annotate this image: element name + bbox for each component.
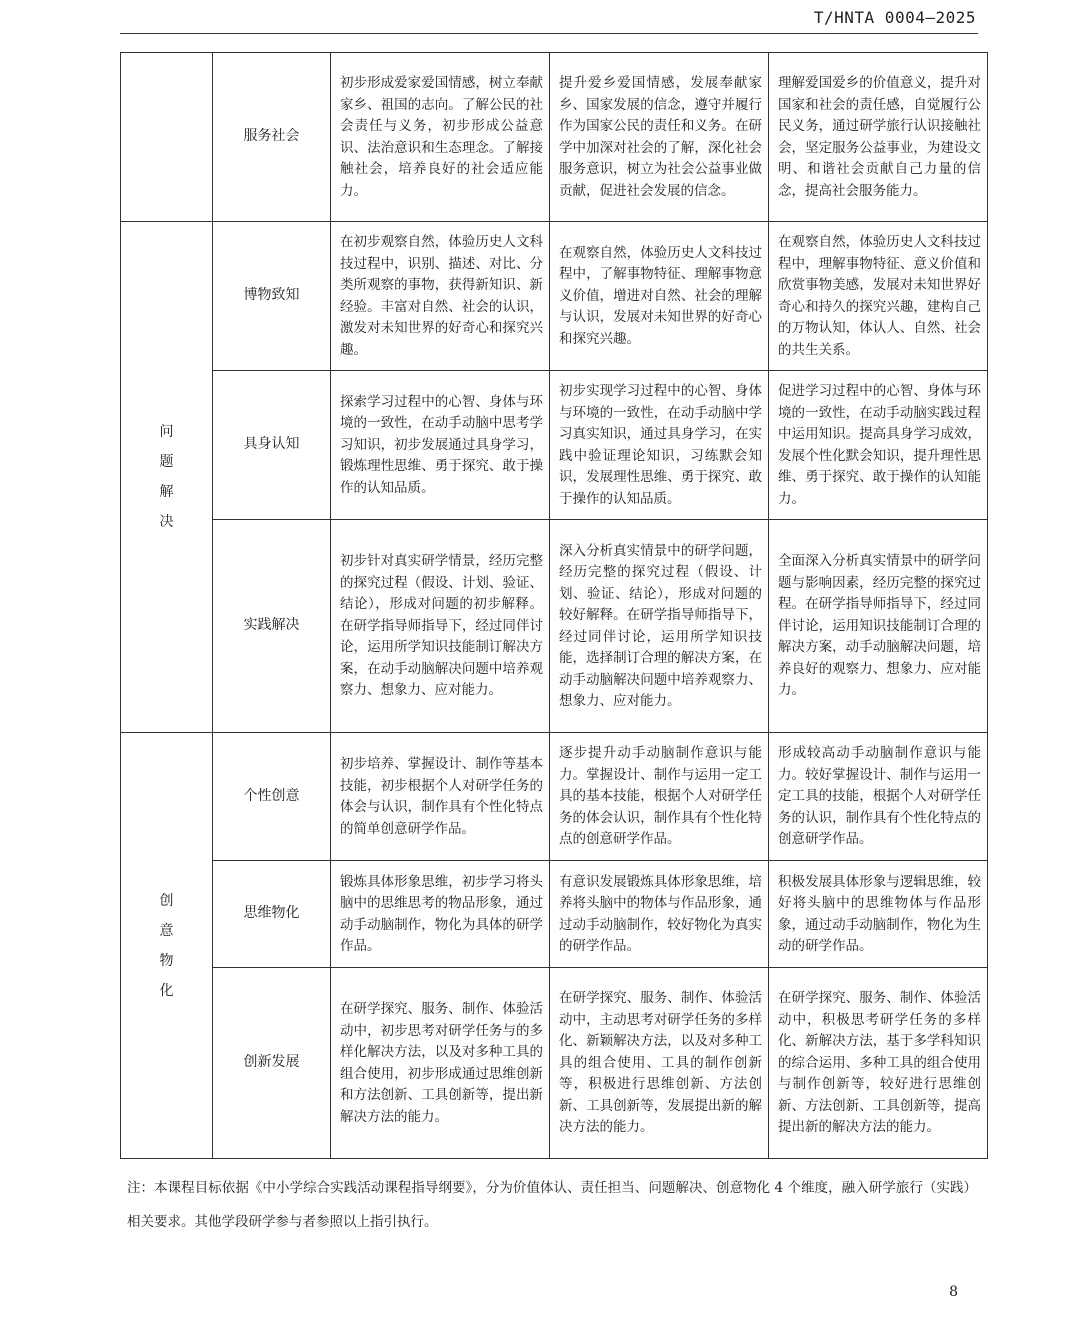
sub-dimension-cell: 创新发展 xyxy=(213,968,331,1159)
dimension-cell xyxy=(121,53,213,222)
level-cell: 在研学探究、服务、制作、体验活动中，积极思考研学任务的多样化、新解决方法，基于多学科知识的综合运用、多种工具的组合使用与制作创新等，较好进行思维创新、方法创新、工具创新等，提高提出新的解决方法的能力。 xyxy=(769,968,988,1159)
course-goals-table xyxy=(120,52,988,1159)
level-cell: 形成较高动手动脑制作意识与能力。较好掌握设计、制作与运用一定工具的技能，根据个人对研学任务的认识，制作具有个性化特点的创意研学作品。 xyxy=(769,733,988,861)
page-number: 8 xyxy=(949,1284,958,1300)
table-row xyxy=(121,222,988,371)
level-cell: 有意识发展锻炼具体形象思维，培养将头脑中的物体与作品形象，通过动手动脑制作，较好物化为真实的研学作品。 xyxy=(550,861,769,968)
table-row xyxy=(121,733,988,861)
table-row xyxy=(121,520,988,733)
level-cell: 在研学探究、服务、制作、体验活动中，主动思考对研学任务的多样化、新颖解决方法，以及对多种工具的组合使用、工具的制作创新等，积极进行思维创新、方法创新、工具创新等，发展提出新的解决方法的能力。 xyxy=(550,968,769,1159)
level-cell: 全面深入分析真实情景中的研学问题与影响因素，经历完整的探究过程。在研学指导师指导下，经过同伴讨论，运用知识技能制订合理的解决方案，动手动脑解决问题，培养良好的观察力、想象力、应对能力。 xyxy=(769,520,988,733)
level-cell: 锻炼具体形象思维，初步学习将头脑中的思维思考的物品形象，通过动手动脑制作，物化为具体的研学作品。 xyxy=(331,861,550,968)
table-row xyxy=(121,371,988,520)
level-cell: 探索学习过程中的心智、身体与环境的一致性，在动手动脑中思考学习知识，初步发展通过具身学习，锻炼理性思维、勇于探究、敢于操作的认知品质。 xyxy=(331,371,550,520)
sub-dimension-cell: 实践解决 xyxy=(213,520,331,733)
table-footnote: 注：本课程目标依据《中小学综合实践活动课程指导纲要》，分为价值体认、责任担当、问题解决、创意物化 4 个维度，融入研学旅行（实践）相关要求。其他学段研学参与者参照以上指引执行。 xyxy=(127,1180,977,1230)
level-cell: 提升爱乡爱国情感，发展奉献家乡、国家发展的信念，遵守并履行作为国家公民的责任和义务。在研学中加深对社会的了解，深化社会服务意识，树立为社会公益事业做贡献，促进社会发展的信念。 xyxy=(550,53,769,222)
header-rule xyxy=(120,33,978,34)
table-row xyxy=(121,968,988,1159)
level-cell: 深入分析真实情景中的研学问题，经历完整的探究过程（假设、计划、验证、结论），形成对问题的较好解释。在研学指导师指导下，经过同伴讨论，运用所学知识技能，选择制订合理的解决方案，在动手动脑解决问题中培养观察力、想象力、应对能力。 xyxy=(550,520,769,733)
level-cell: 在研学探究、服务、制作、体验活动中，初步思考对研学任务与的多样化解决方法，以及对多种工具的组合使用，初步形成通过思维创新和方法创新、工具创新等，提出新解决方法的能力。 xyxy=(331,968,550,1159)
sub-dimension-cell: 博物致知 xyxy=(213,222,331,371)
level-cell: 初步培养、掌握设计、制作等基本技能，初步根据个人对研学任务的体会与认识，制作具有个性化特点的简单创意研学作品。 xyxy=(331,733,550,861)
level-cell: 在观察自然，体验历史人文科技过程中，理解事物特征、意义价值和欣赏事物美感，发展对未知世界好奇心和持久的探究兴趣，建构自己的万物认知，体认人、自然、社会的共生关系。 xyxy=(769,222,988,371)
sub-dimension-cell: 服务社会 xyxy=(213,53,331,222)
level-cell: 初步针对真实研学情景，经历完整的探究过程（假设、计划、验证、结论），形成对问题的初步解释。在研学指导师指导下，经过同伴讨论，运用所学知识技能制订解决方案，在动手动脑解决问题中培养观察力、想象力、应对能力。 xyxy=(331,520,550,733)
level-cell: 在观察自然，体验历史人文科技过程中，了解事物特征、理解事物意义价值，增进对自然、社会的理解与认识，发展对未知世界的好奇心和探究兴趣。 xyxy=(550,222,769,371)
level-cell: 逐步提升动手动脑制作意识与能力。掌握设计、制作与运用一定工具的基本技能，根据个人对研学任务的体会认识，制作具有个性化特点的创意研学作品。 xyxy=(550,733,769,861)
dimension-cell xyxy=(121,222,213,733)
level-cell: 初步实现学习过程中的心智、身体与环境的一致性，在动手动脑中学习真实知识，通过具身学习，在实践中验证理论知识，习练默会知识，发展理性思维、勇于探究、敢于操作的认知品质。 xyxy=(550,371,769,520)
sub-dimension-cell: 具身认知 xyxy=(213,371,331,520)
level-cell: 初步形成爱家爱国情感，树立奉献家乡、祖国的志向。了解公民的社会责任与义务，初步形成公益意识、法治意识和生态理念。了解接触社会，培养良好的社会适应能力。 xyxy=(331,53,550,222)
level-cell: 积极发展具体形象与逻辑思维，较好将头脑中的思维物体与作品形象，通过动手动脑制作，物化为生动的研学作品。 xyxy=(769,861,988,968)
sub-dimension-cell: 个性创意 xyxy=(213,733,331,861)
dimension-label: 创意物化 xyxy=(159,892,174,999)
level-cell: 在初步观察自然，体验历史人文科技过程中，识别、描述、对比、分类所观察的事物，获得新知识、新经验。丰富对自然、社会的认识，激发对未知世界的好奇心和探究兴趣。 xyxy=(331,222,550,371)
document-code: T/HNTA 0004—2025 xyxy=(813,8,976,27)
table-row xyxy=(121,861,988,968)
table-row xyxy=(121,53,988,222)
dimension-label: 问题解决 xyxy=(159,424,174,530)
sub-dimension-cell: 思维物化 xyxy=(213,861,331,968)
level-cell: 理解爱国爱乡的价值意义，提升对国家和社会的责任感，自觉履行公民义务，通过研学旅行认识接触社会，坚定服务公益事业，为建设文明、和谐社会贡献自己力量的信念，提高社会服务能力。 xyxy=(769,53,988,222)
level-cell: 促进学习过程中的心智、身体与环境的一致性，在动手动脑实践过程中运用知识。提高具身学习成效，发展个性化默会知识，提升理性思维、勇于探究、敢于操作的认知能力。 xyxy=(769,371,988,520)
dimension-cell xyxy=(121,733,213,1159)
